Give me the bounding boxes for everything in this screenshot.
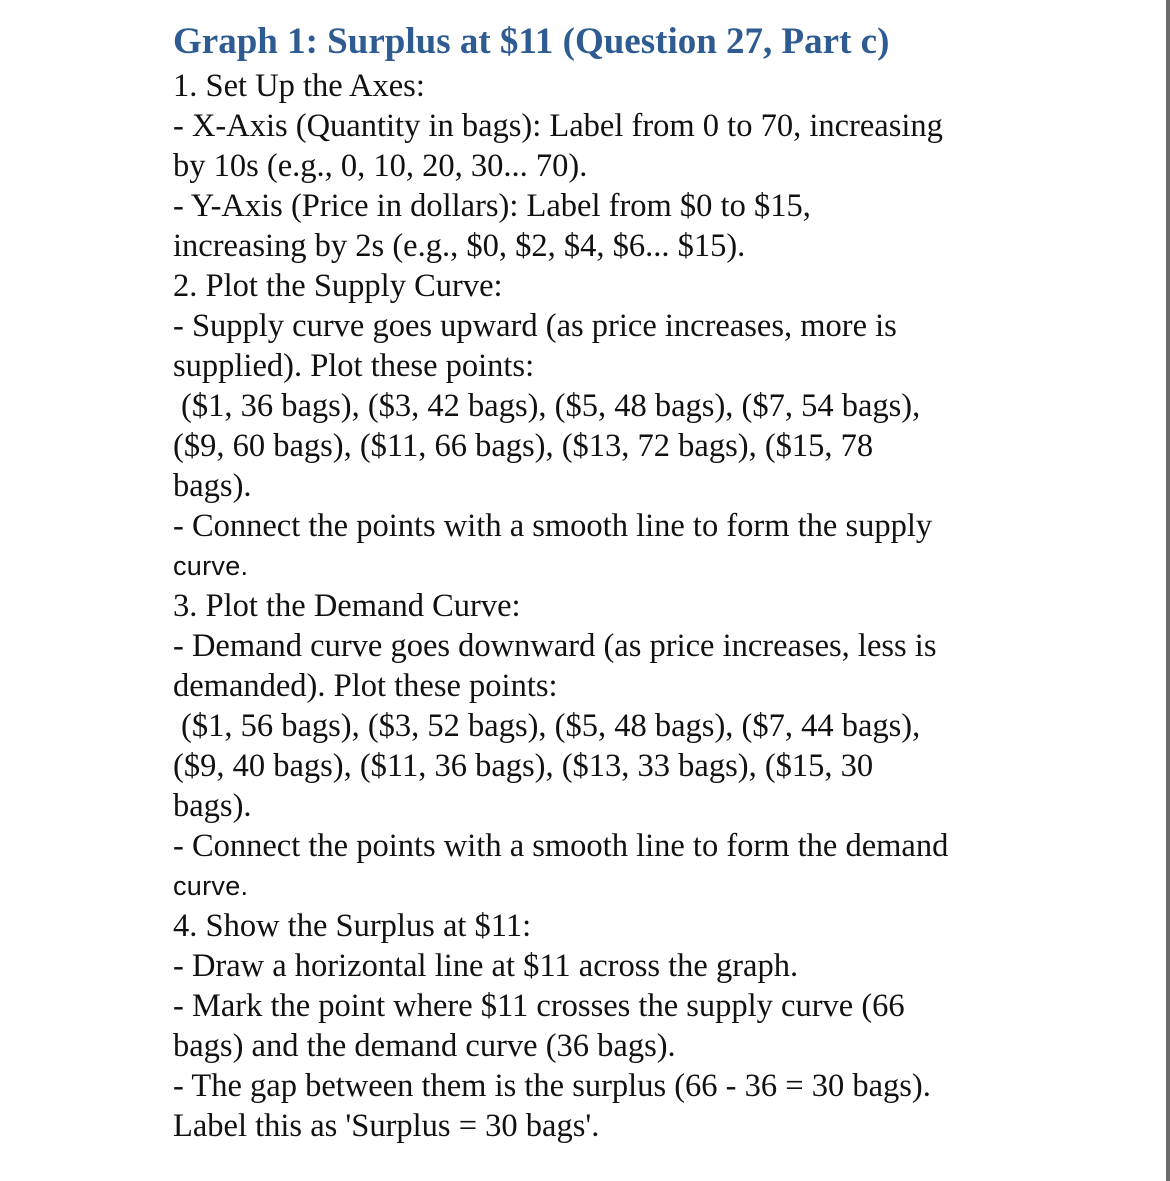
demand-points-line: ($1, 56 bags), ($3, 52 bags), ($5, 48 bags), ($7, 44 bags), <box>181 708 921 744</box>
section-heading-axes: 1. Set Up the Axes: <box>173 68 425 104</box>
text-line: by 10s (e.g., 0, 10, 20, 30... 70). <box>173 148 588 184</box>
supply-points-line: ($9, 60 bags), ($11, 66 bags), ($13, 72 bags), ($15, 78 <box>173 428 874 464</box>
text-line: - X-Axis (Quantity in bags): Label from 0 to 70, increasing <box>173 108 943 144</box>
text-line: - Connect the points with a smooth line to form the supply <box>173 508 933 544</box>
demand-points-line: ($9, 40 bags), ($11, 36 bags), ($13, 33 bags), ($15, 30 <box>173 748 874 784</box>
text-line: bags). <box>173 788 252 824</box>
section-heading-demand: 3. Plot the Demand Curve: <box>173 588 521 624</box>
text-line: - Mark the point where $11 crosses the supply curve (66 <box>173 988 905 1024</box>
text-line: - Demand curve goes downward (as price increases, less is <box>173 628 937 664</box>
supply-points-line: ($1, 36 bags), ($3, 42 bags), ($5, 48 bags), ($7, 54 bags), <box>181 388 921 424</box>
page-edge-divider <box>1166 0 1170 1181</box>
text-line: Label this as 'Surplus = 30 bags'. <box>173 1108 600 1144</box>
text-line: - The gap between them is the surplus (66 - 36 = 30 bags). <box>173 1068 931 1104</box>
document-title: Graph 1: Surplus at $11 (Question 27, Part c) <box>173 21 890 62</box>
text-line: - Y-Axis (Price in dollars): Label from $0 to $15, <box>173 188 811 224</box>
document-content <box>173 22 1013 1146</box>
text-line: curve. <box>173 551 249 581</box>
text-line: demanded). Plot these points: <box>173 668 558 704</box>
text-line: bags). <box>173 468 252 504</box>
text-line: curve. <box>173 871 249 901</box>
text-line: - Draw a horizontal line at $11 across the graph. <box>173 948 799 984</box>
section-heading-supply: 2. Plot the Supply Curve: <box>173 268 503 304</box>
text-line: increasing by 2s (e.g., $0, $2, $4, $6... $15). <box>173 228 746 264</box>
text-line: supplied). Plot these points: <box>173 348 535 384</box>
section-heading-surplus: 4. Show the Surplus at $11: <box>173 908 532 944</box>
text-line: - Supply curve goes upward (as price increases, more is <box>173 308 897 344</box>
text-line: bags) and the demand curve (36 bags). <box>173 1028 676 1064</box>
text-line: - Connect the points with a smooth line to form the demand <box>173 828 949 864</box>
